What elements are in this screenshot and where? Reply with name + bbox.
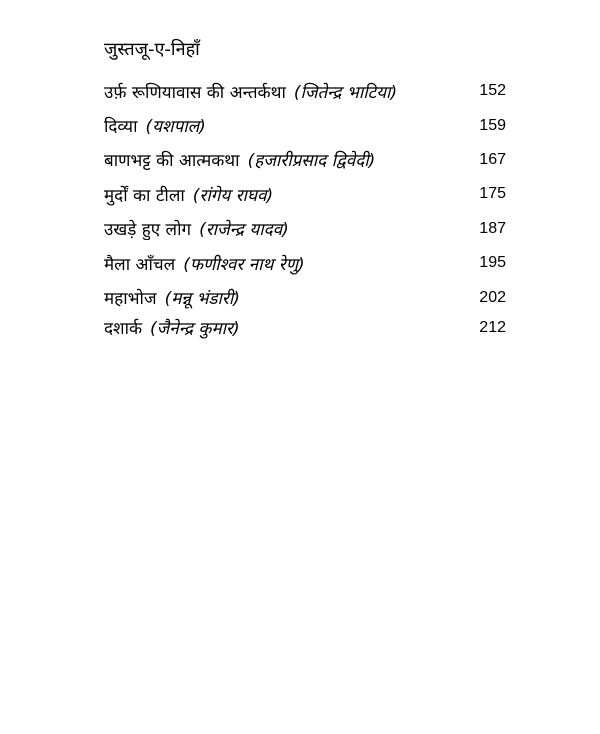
entry-title: उखड़े हुए लोग (104, 220, 192, 241)
table-of-contents (104, 74, 506, 341)
entry-page-number: 195 (479, 254, 506, 272)
entry-title: मुर्दों का टीला (104, 185, 185, 206)
toc-entry-text (104, 252, 305, 275)
entry-page-number: 159 (479, 116, 506, 134)
entry-author: (हजारीप्रसाद द्विवेदी) (247, 151, 376, 172)
toc-entry-text (104, 286, 240, 309)
section-title: जुस्तजू-ए-निहाँ (104, 39, 200, 60)
toc-entry-text (104, 217, 289, 240)
entry-title: उर्फ़ रूणियावास की अन्तर्कथा (104, 82, 286, 103)
toc-entry-text (104, 316, 240, 339)
toc-entry (104, 143, 506, 177)
entry-author: (रांगेय राघव) (192, 185, 274, 206)
toc-entry (104, 74, 506, 108)
entry-author: (फणीश्वर नाथ रेणु) (183, 254, 305, 275)
toc-entry-text (104, 148, 375, 171)
toc-entry-text (104, 114, 206, 137)
toc-entry (104, 246, 506, 280)
entry-page-number: 167 (479, 150, 506, 168)
toc-entry (104, 108, 506, 142)
entry-title: महाभोज (104, 289, 157, 310)
entry-author: (मन्नू भंडारी) (164, 289, 240, 310)
toc-entry (104, 177, 506, 211)
entry-author: (यशपाल) (145, 117, 206, 138)
toc-entry (104, 212, 506, 246)
entry-page-number: 152 (479, 82, 506, 100)
toc-entry-text (104, 80, 397, 103)
entry-author: (जैनेन्द्र कुमार) (150, 319, 240, 340)
toc-entry-text (104, 183, 273, 206)
entry-page-number: 202 (479, 288, 506, 306)
toc-entry (104, 315, 506, 341)
entry-page-number: 187 (479, 219, 506, 237)
entry-title: मैला आँचल (104, 254, 176, 275)
toc-entry (104, 280, 506, 314)
entry-title: दिव्या (104, 117, 138, 138)
entry-page-number: 175 (479, 185, 506, 203)
entry-author: (राजेन्द्र यादव) (199, 220, 289, 241)
entry-title: बाणभट्ट की आत्मकथा (104, 151, 240, 172)
entry-title: दशार्क (104, 319, 143, 340)
entry-page-number: 212 (479, 318, 506, 336)
entry-author: (जितेन्द्र भाटिया) (293, 82, 398, 103)
